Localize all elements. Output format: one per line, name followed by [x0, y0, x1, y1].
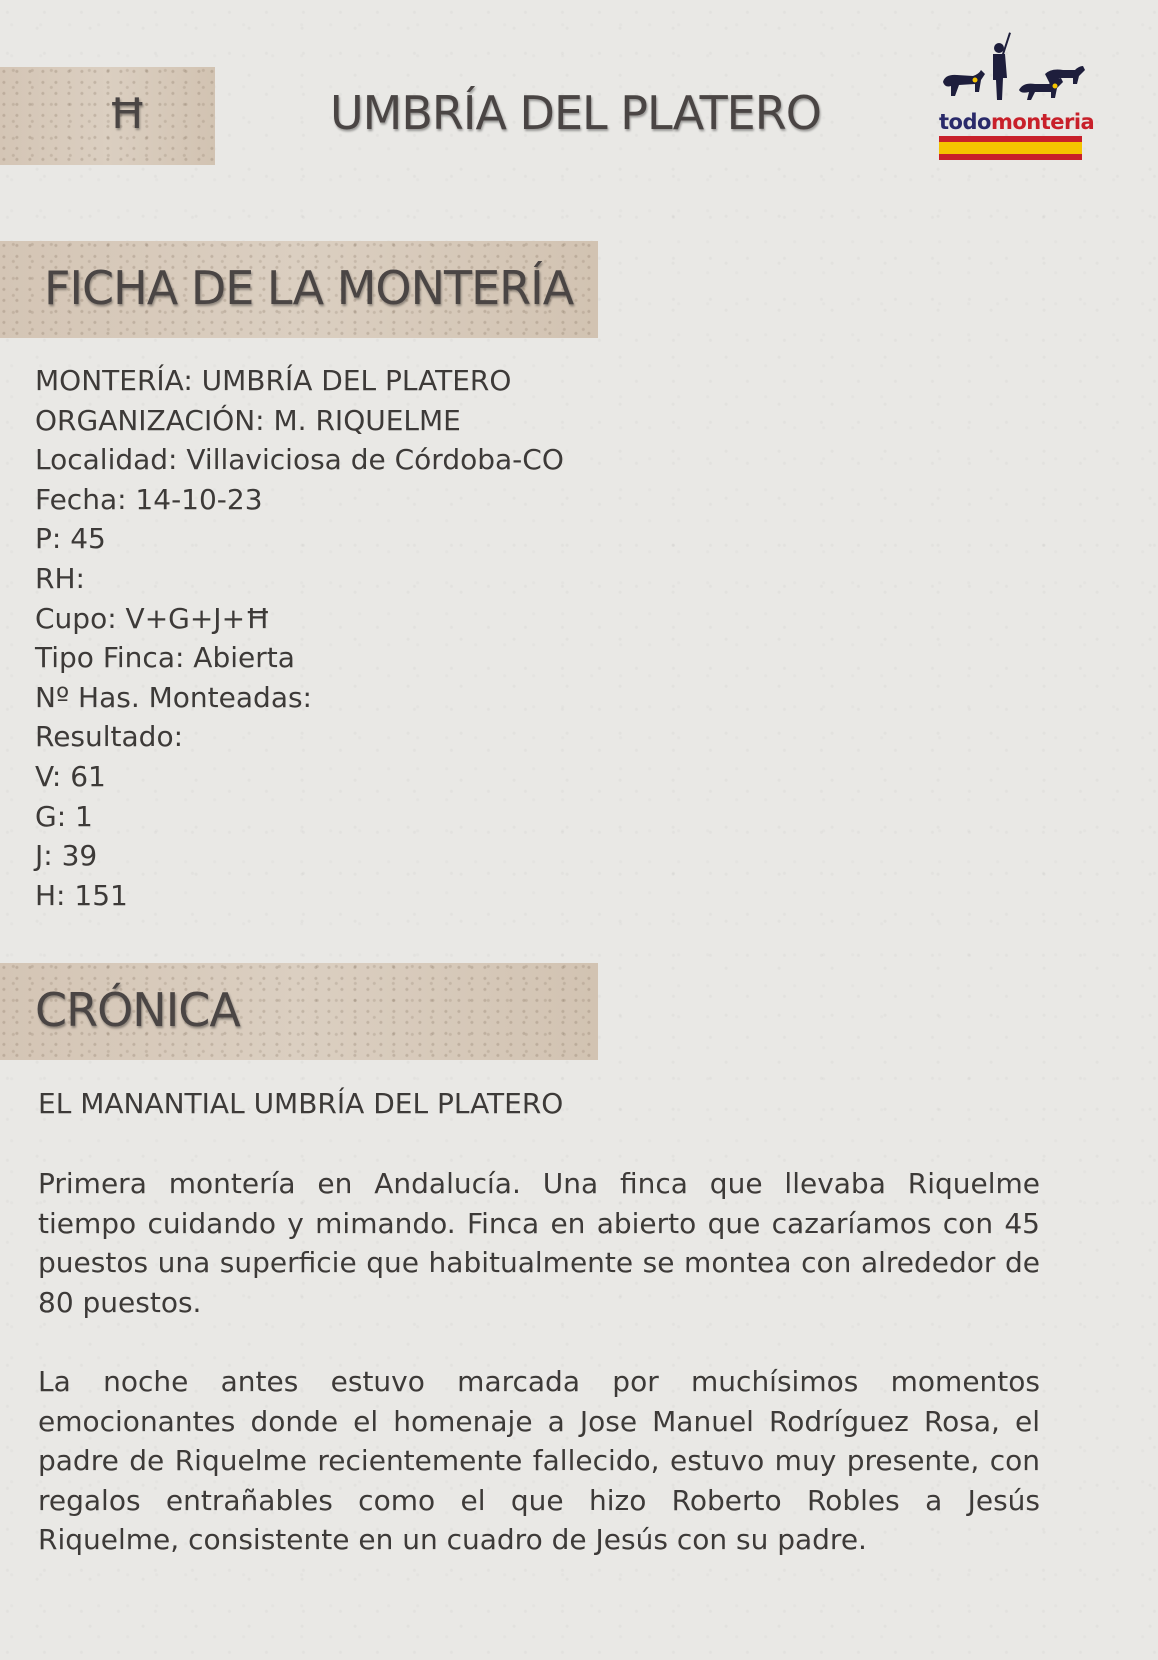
ficha-heading: FICHA DE LA MONTERÍA — [44, 261, 574, 315]
ficha-line-jabalies: J: 39 — [35, 839, 98, 873]
ficha-line-rh: RH: — [35, 561, 85, 595]
cronica-banner — [0, 963, 598, 1060]
species-marker-banner — [0, 67, 215, 165]
spain-flag-stripe — [939, 136, 1082, 160]
page-title: UMBRÍA DEL PLATERO — [330, 86, 821, 140]
ficha-line-tipo-finca: Tipo Finca: Abierta — [35, 641, 295, 675]
ficha-line-organizacion: ORGANIZACIÓN: M. RIQUELME — [35, 403, 461, 437]
species-marker: Ħ — [108, 89, 147, 138]
todomonteria-logo — [935, 30, 1095, 164]
ficha-line-resultado: Resultado: — [35, 720, 184, 754]
ficha-line-puestos: P: 45 — [35, 522, 106, 556]
ficha-line-cupo: Cupo: V+G+J+Ħ — [35, 601, 271, 635]
ficha-line-hectareas: Nº Has. Monteadas: — [35, 680, 312, 714]
cronica-heading: CRÓNICA — [35, 983, 240, 1037]
ficha-line-monteria: MONTERÍA: UMBRÍA DEL PLATERO — [35, 364, 512, 397]
logo-wordmark-monteria: monteria — [990, 110, 1095, 134]
ficha-banner — [0, 241, 598, 338]
ficha-line-hembras: H: 151 — [35, 878, 128, 912]
ficha-line-venados: V: 61 — [35, 759, 106, 793]
logo-wordmark-todo: todo — [939, 110, 991, 134]
cronica-paragraph-2: La noche antes estuvo marcada por muchísimos momentos emocionantes donde el homenaje a Jose Manuel Rodríguez Rosa, el padre de Riquelme recientemente fallecido, estuvo muy presente, con regalos entrañables como el que hizo Roberto Robles a Jesús Riquelme, consistente en un cuadro de Jesús con su padre. — [38, 1365, 1040, 1556]
cronica-paragraph-1: Primera montería en Andalucía. Una finca que llevaba Riquelme tiempo cuidando y mimando. Finca en abierto que cazaríamos con 45 puestos una superficie que habitualmente se montea con alrededor de 80 puestos. — [38, 1167, 1040, 1319]
ficha-details-list — [35, 361, 564, 915]
ficha-line-localidad: Localidad: Villaviciosa de Córdoba-CO — [35, 443, 564, 477]
ficha-line-gamos: G: 1 — [35, 799, 93, 833]
cronica-subtitle: EL MANANTIAL UMBRÍA DEL PLATERO — [38, 1087, 564, 1120]
ficha-line-fecha: Fecha: 14-10-23 — [35, 482, 263, 516]
logo-wordmark — [939, 110, 1094, 134]
hunter-dogs-icon — [935, 30, 1085, 110]
